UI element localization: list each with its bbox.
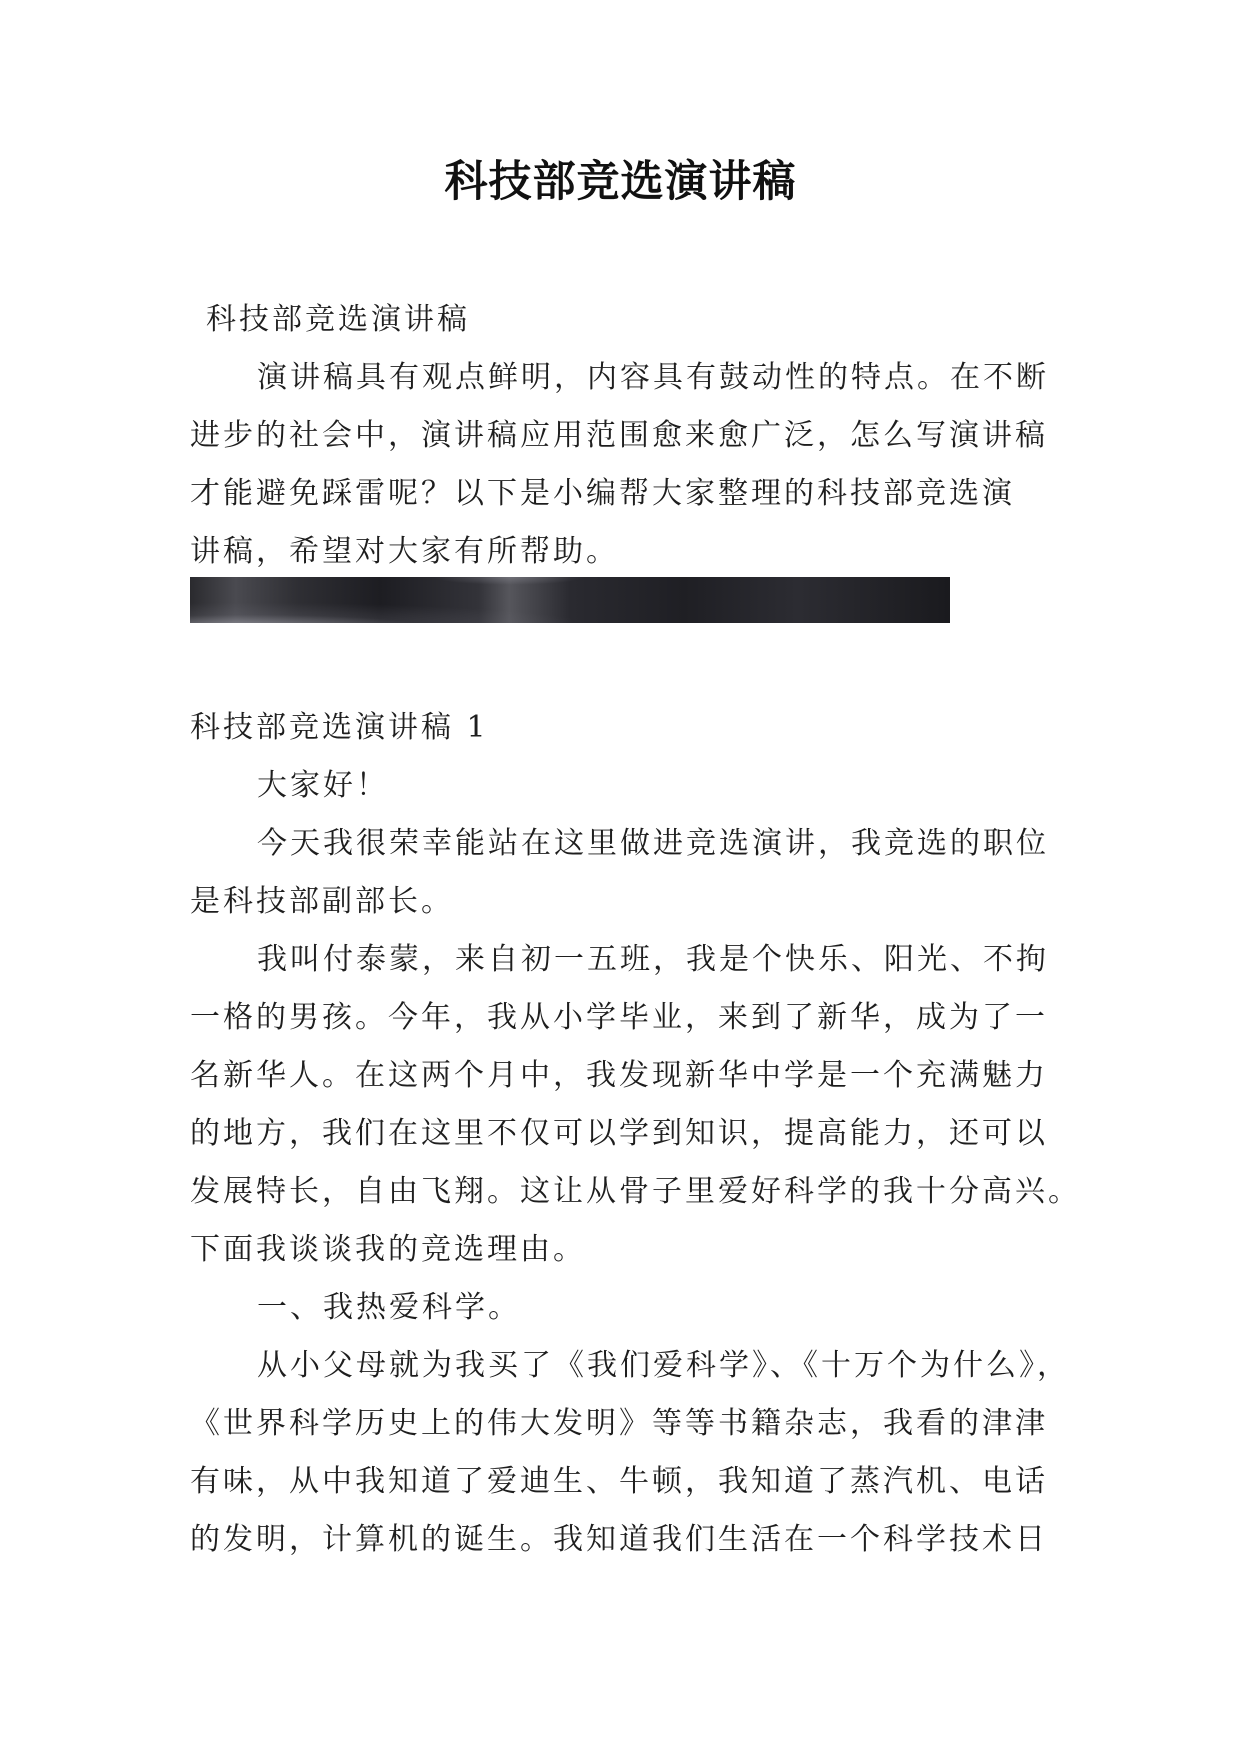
intro-line: 才能避免踩雷呢？以下是小编帮大家整理的科技部竞选演 xyxy=(190,476,1015,511)
paragraph-line: 一格的男孩。今年，我从小学毕业，来到了新华，成为了一 xyxy=(190,1000,1048,1035)
intro-line: 演讲稿具有观点鲜明，内容具有鼓动性的特点。在不断 xyxy=(257,360,1049,395)
paragraph-line: 名新华人。在这两个月中，我发现新华中学是一个充满魅力 xyxy=(190,1058,1048,1093)
paragraph-line: 有味，从中我知道了爱迪生、牛顿，我知道了蒸汽机、电话 xyxy=(190,1464,1048,1499)
section-1-block xyxy=(190,699,1081,1569)
paragraph-line: 下面我谈谈我的竞选理由。 xyxy=(190,1232,586,1267)
intro-heading: 科技部竞选演讲稿 xyxy=(206,302,470,337)
intro-line: 进步的社会中，演讲稿应用范围愈来愈广泛，怎么写演讲稿 xyxy=(190,418,1048,453)
paragraph-line: 从小父母就为我买了《我们爱科学》、《十万个为什么》， xyxy=(257,1348,1070,1383)
paragraph-line: 发展特长，自由飞翔。这让从骨子里爱好科学的我十分高兴。 xyxy=(190,1174,1081,1209)
decorative-banner-image xyxy=(190,577,950,623)
paragraph-line: 是科技部副部长。 xyxy=(190,884,454,919)
paragraph-line: 《世界科学历史上的伟大发明》等等书籍杂志，我看的津津 xyxy=(190,1406,1048,1441)
intro-block xyxy=(190,291,1058,581)
paragraph-line: 的地方，我们在这里不仅可以学到知识，提高能力，还可以 xyxy=(190,1116,1048,1151)
document-title: 科技部竞选演讲稿 xyxy=(444,157,797,207)
paragraph-line: 一、我热爱科学。 xyxy=(257,1290,521,1325)
section-heading: 科技部竞选演讲稿 1 xyxy=(190,710,489,745)
paragraph-line: 的发明，计算机的诞生。我知道我们生活在一个科学技术日 xyxy=(190,1522,1048,1557)
intro-line: 讲稿，希望对大家有所帮助。 xyxy=(190,534,619,569)
paragraph-line: 今天我很荣幸能站在这里做进竞选演讲，我竞选的职位 xyxy=(257,826,1049,861)
paragraph-line: 我叫付泰蒙，来自初一五班，我是个快乐、阳光、不拘 xyxy=(257,942,1049,977)
paragraph-line: 大家好！ xyxy=(257,768,389,803)
